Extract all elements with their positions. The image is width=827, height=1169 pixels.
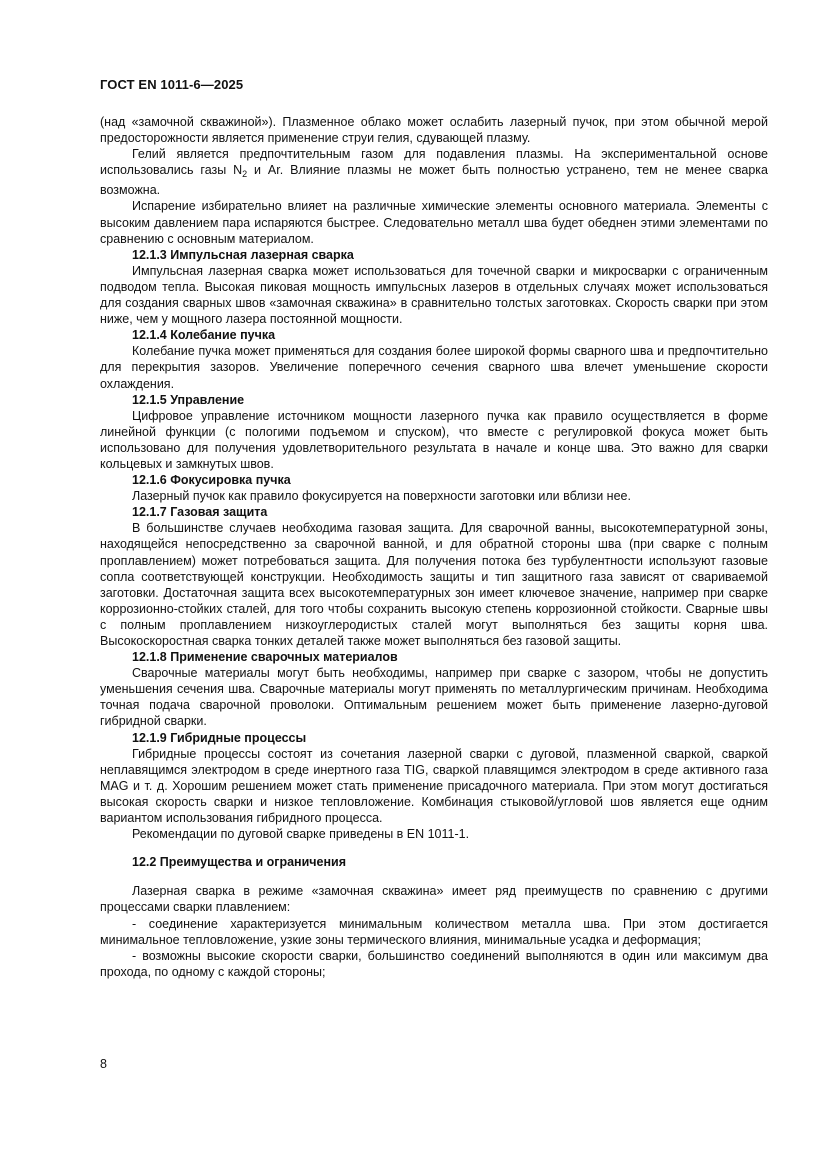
- paragraph-text: и Ar. Влияние плазмы не может быть полностью устранено, тем не менее сварка возможна.: [100, 163, 768, 198]
- paragraph: В большинстве случаев необходима газовая защита. Для сварочной ванны, высокотемпературной зоны, находящейся непосредственно за сварочной ванной, и для обратной стороны шва (при сварке с полным проплавлением) может потребоваться защита. Для получения потока без турбулентности используют газовые сопла соответствующей конструкции. Необходимость защиты и тип защитного газа зависят от свариваемой заготовки. Достаточная защита всех высокотемпературных зон имеет ключевое значение, например при сварке коррозионно-стойких сталей, для того чтобы сохранить высокую степень коррозионной стойкости. Сварные швы с полным проплавлением низкоуглеродистых сталей могут выполняться без защиты корня шва. Высокоскоростная сварка тонких деталей также может выполняться без газовой защиты.: [100, 521, 768, 648]
- page-number: 8: [100, 1057, 107, 1071]
- paragraph: (над «замочной скважиной»). Плазменное облако может ослабить лазерный пучок, при этом обычной мерой предосторожности является применение струи гелия, сдувающей плазму.: [100, 115, 768, 146]
- list-item: - соединение характеризуется минимальным количеством металла шва. При этом достигается минимальное тепловложение, узкие зоны термического влияния, минимальные усадка и деформация;: [100, 916, 768, 947]
- paragraph: Гибридные процессы состоят из сочетания лазерной сварки с дуговой, плазменной сваркой, сваркой неплавящимся электродом в среде инертного газа TIG, сваркой плавящимся электродом в среде активного газа MAG и т. д. Хорошим решением может стать применение присадочного материала. При этом могут достигаться высокая скорость сварки и низкое тепловложение. Комбинация стыковой/угловой шов является еще одним вариантом использования гибридного процесса.: [100, 746, 768, 826]
- section-heading: 12.1.3 Импульсная лазерная сварка: [132, 247, 354, 262]
- section-heading: 12.1.6 Фокусировка пучка: [132, 473, 291, 488]
- section-heading: 12.1.5 Управление: [132, 392, 245, 407]
- paragraph: Цифровое управление источником мощности лазерного пучка как правило осуществляется в форме линейной функции (с пологими подъемом и спуском), что вместе с регулировкой фокуса может быть использовано для получения удовлетворительного результата в начале и конце шва. Это важно для сварки кольцевых и замкнутых швов.: [100, 408, 768, 471]
- paragraph: Лазерный пучок как правило фокусируется на поверхности заготовки или вблизи нее.: [132, 489, 631, 504]
- paragraph-text: Гелий является предпочтительным газом для подавления плазмы. На экспериментальной основе использовались газы N: [100, 147, 768, 178]
- list-item: - возможны высокие скорости сварки, большинство соединений выполняются в один или максимум два прохода, по одному с каждой стороны;: [100, 948, 768, 979]
- document-header: ГОСТ EN 1011-6—2025: [100, 77, 244, 92]
- paragraph: Лазерная сварка в режиме «замочная скважина» имеет ряд преимуществ по сравнению с другими процессами сварки плавлением:: [100, 884, 768, 915]
- section-heading: 12.1.9 Гибридные процессы: [132, 730, 307, 745]
- paragraph: Сварочные материалы могут быть необходимы, например при сварке с зазором, чтобы не допустить уменьшения сечения шва. Сварочные материалы могут применять по металлургическим причинам. Необходима точная подача сварочной проволоки. Оптимальным решением может быть применение лазерно-дуговой гибридной сварки.: [100, 666, 768, 729]
- subscript: 2: [242, 169, 248, 180]
- section-heading: 12.1.4 Колебание пучка: [132, 328, 276, 343]
- section-heading: 12.1.7 Газовая защита: [132, 505, 268, 520]
- page-body: [100, 114, 768, 980]
- paragraph: Рекомендации по дуговой сварке приведены в EN 1011-1.: [132, 827, 470, 842]
- paragraph: Испарение избирательно влияет на различные химические элементы основного материала. Элементы с высоким давлением пара испаряются быстрее. Следовательно металл шва будет обеднен этими элементами по сравнению с основным материалом.: [100, 199, 768, 246]
- section-heading-major: 12.2 Преимущества и ограничения: [132, 855, 347, 870]
- section-heading: 12.1.8 Применение сварочных материалов: [132, 650, 398, 665]
- paragraph: Импульсная лазерная сварка может использоваться для точечной сварки и микросварки с ограниченным подводом тепла. Высокая пиковая мощность импульсных лазеров в отдельных случаях может использоваться для создания сварных швов «замочная скважина» в сравнительно толстых заготовках. Скорость сварки при этом ниже, чем у мощного лазера постоянной мощности.: [100, 263, 768, 327]
- paragraph: [100, 146, 768, 198]
- paragraph: Колебание пучка может применяться для создания более широкой формы сварного шва и предпочтительно для перекрытия зазоров. Увеличение поперечного сечения сварного шва влечет уменьшение скорости охлаждения.: [100, 344, 768, 391]
